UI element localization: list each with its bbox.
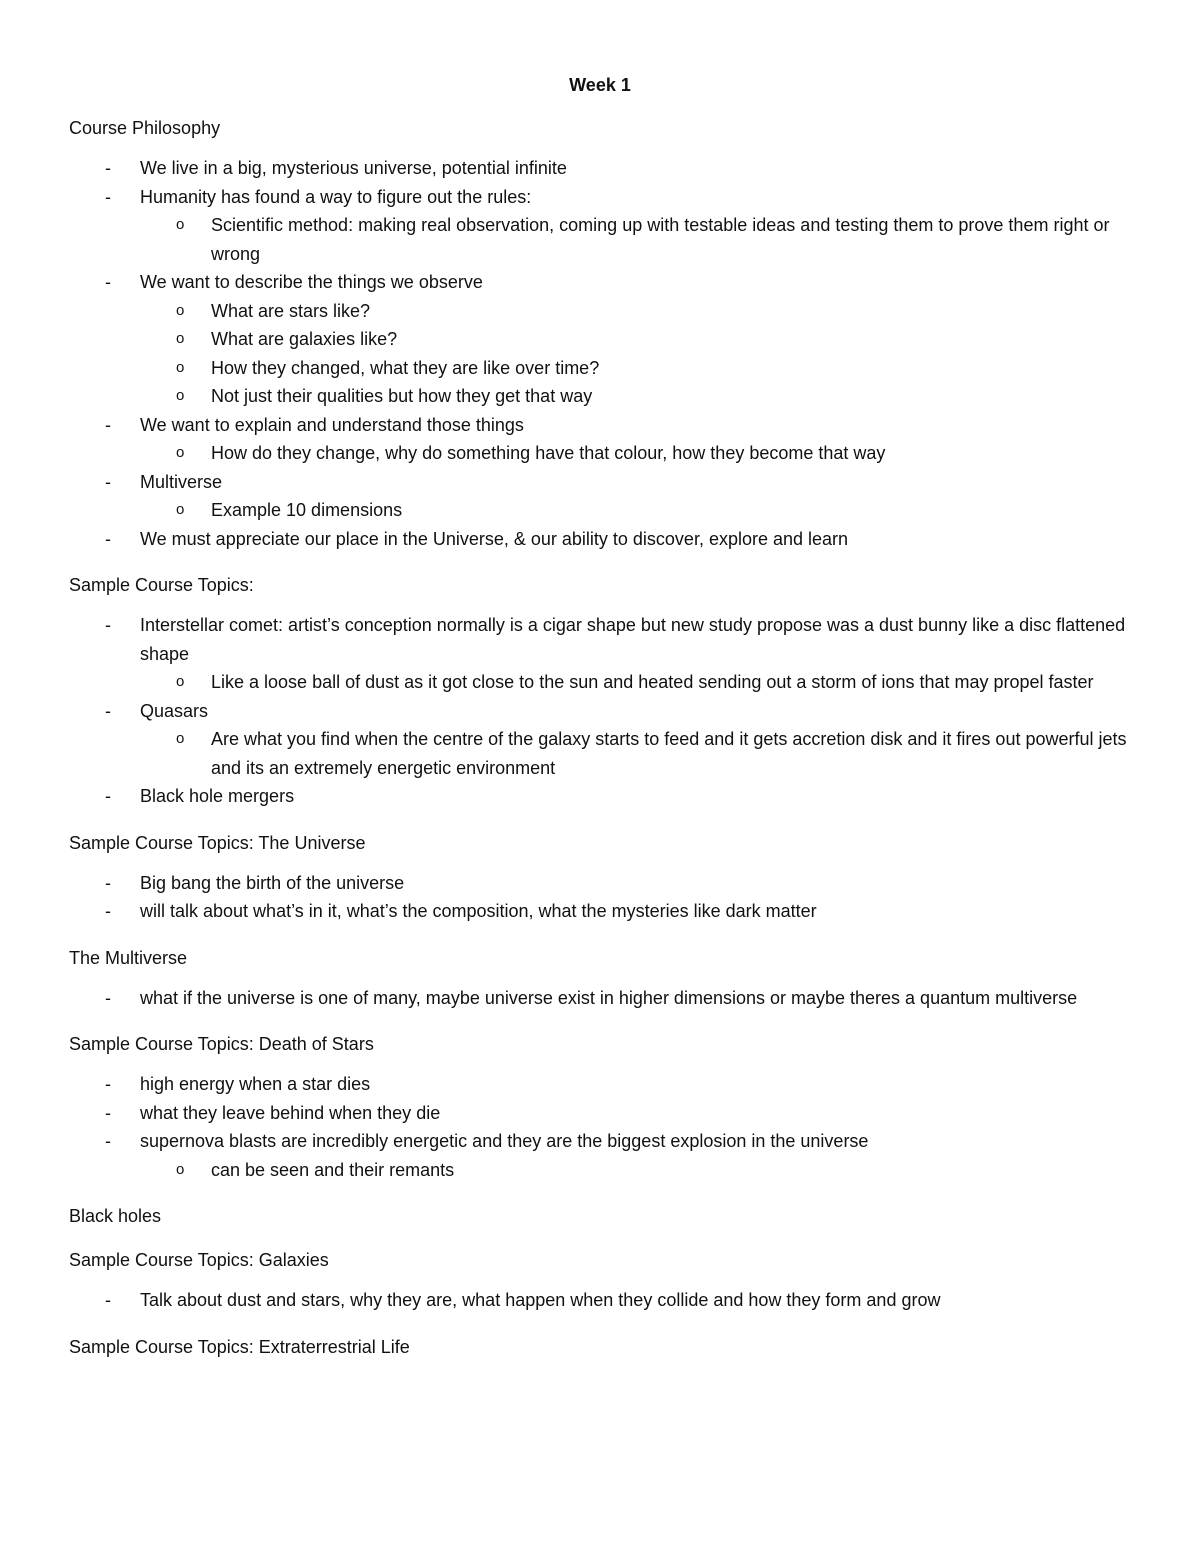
sub-list-item-text: Not just their qualities but how they get that way (211, 386, 593, 406)
list-item (69, 1127, 1144, 1184)
circle-bullet-icon: o (176, 301, 185, 319)
document-body (69, 116, 1144, 1379)
section-heading: Sample Course Topics: (69, 575, 254, 595)
dash-bullet-icon: - (105, 987, 111, 1008)
circle-bullet-icon: o (176, 216, 185, 233)
list-item (69, 1070, 1144, 1099)
dash-bullet-icon: - (105, 158, 111, 178)
list-item (69, 611, 1144, 697)
dash-bullet-icon: - (105, 786, 111, 806)
sub-list-item (140, 382, 1144, 411)
circle-bullet-icon: o (176, 444, 185, 461)
list-item-text: We want to explain and understand those things (140, 414, 524, 435)
sub-list-item (140, 1156, 1144, 1185)
section-heading: Course Philosophy (69, 118, 221, 138)
sub-bullet-list (140, 725, 1144, 782)
list-item (69, 984, 1144, 1013)
sub-list-item (140, 725, 1144, 782)
sub-list-item (140, 354, 1144, 383)
sub-list-item-text: Like a loose ball of dust as it got close to the sun and heated sending out a storm of ions that may propel faster (211, 672, 1094, 692)
circle-bullet-icon: o (176, 673, 185, 690)
list-item-text: what they leave behind when they die (140, 1102, 441, 1123)
list-item (69, 154, 1144, 183)
bullet-list (69, 1286, 1144, 1315)
sub-bullet-list (140, 496, 1144, 525)
document-title: Week 1 (569, 75, 631, 95)
sub-list-item-text: What are galaxies like? (211, 329, 398, 349)
circle-bullet-icon: o (176, 730, 185, 747)
list-item-text: Black hole mergers (140, 786, 295, 806)
list-item-text: Talk about dust and stars, why they are, what happen when they collide and how they form and grow (140, 1290, 941, 1310)
list-item-text: will talk about what’s in it, what’s the composition, what the mysteries like dark matter (140, 901, 817, 921)
dash-bullet-icon: - (105, 1131, 111, 1151)
list-item-text: high energy when a star dies (140, 1074, 371, 1094)
list-item-text: We live in a big, mysterious universe, potential infinite (140, 158, 567, 178)
sub-list-item-text: Are what you find when the centre of the galaxy starts to feed and it gets accretion disk and it fires out powerful jets and its an extremely energetic environment (211, 729, 1127, 778)
list-item-text: Big bang the birth of the universe (140, 872, 405, 893)
circle-bullet-icon: o (176, 330, 185, 347)
list-item-text: Multiverse (140, 471, 223, 492)
list-item (69, 268, 1144, 411)
sub-list-item (140, 496, 1144, 525)
sub-bullet-list (140, 668, 1144, 697)
sub-list-item-text: can be seen and their remants (211, 1159, 455, 1180)
dash-bullet-icon: - (105, 615, 111, 635)
sub-list-item (140, 439, 1144, 468)
section-heading: Black holes (69, 1206, 162, 1226)
list-item (69, 411, 1144, 468)
section-heading: Sample Course Topics: Galaxies (69, 1250, 329, 1270)
dash-bullet-icon: - (105, 528, 111, 549)
section-spacer (69, 1359, 1144, 1379)
list-item-text: We must appreciate our place in the Universe, & our ability to discover, explore and learn (140, 528, 849, 549)
sub-list-item-text: How do they change, why do something have that colour, how they become that way (211, 443, 886, 463)
list-item-text: Interstellar comet: artist’s conception normally is a cigar shape but new study propose was a dust bunny like a disc flattened shape (140, 615, 1126, 664)
sub-list-item-text: How they changed, what they are like over time? (211, 357, 600, 378)
dash-bullet-icon: - (105, 901, 111, 921)
circle-bullet-icon: o (176, 1160, 185, 1178)
sub-bullet-list (140, 297, 1144, 411)
sub-list-item (140, 211, 1144, 268)
list-item-text: what if the universe is one of many, maybe universe exist in higher dimensions or maybe theres a quantum multiverse (140, 987, 1078, 1008)
list-item (69, 1286, 1144, 1315)
section-heading: Sample Course Topics: Death of Stars (69, 1034, 374, 1054)
circle-bullet-icon: o (176, 387, 185, 404)
bullet-list (69, 154, 1144, 553)
list-item (69, 869, 1144, 898)
dash-bullet-icon: - (105, 272, 111, 292)
list-item (69, 897, 1144, 926)
section-spacer (69, 1228, 1144, 1248)
circle-bullet-icon: o (176, 358, 185, 376)
dash-bullet-icon: - (105, 186, 111, 207)
section-heading: The Multiverse (69, 947, 188, 968)
dash-bullet-icon: - (105, 414, 111, 435)
dash-bullet-icon: - (105, 1290, 111, 1310)
bullet-list (69, 984, 1144, 1013)
dash-bullet-icon: - (105, 1074, 111, 1094)
sub-bullet-list (140, 1156, 1144, 1185)
list-item-text: Quasars (140, 700, 209, 721)
sub-list-item (140, 668, 1144, 697)
bullet-list (69, 611, 1144, 811)
list-item-text: We want to describe the things we observe (140, 272, 483, 292)
list-item (69, 697, 1144, 783)
dash-bullet-icon: - (105, 872, 111, 893)
sub-list-item (140, 297, 1144, 326)
section-heading: Sample Course Topics: Extraterrestrial Life (69, 1336, 410, 1357)
sub-list-item-text: What are stars like? (211, 300, 371, 321)
section-heading: Sample Course Topics: The Universe (69, 832, 366, 853)
list-item-text: supernova blasts are incredibly energetic and they are the biggest explosion in the universe (140, 1131, 869, 1151)
bullet-list (69, 869, 1144, 926)
bullet-list (69, 1070, 1144, 1184)
dash-bullet-icon: - (105, 700, 111, 721)
sub-list-item-text: Example 10 dimensions (211, 500, 403, 520)
sub-list-item-text: Scientific method: making real observation, coming up with testable ideas and testing them to prove them right or wrong (211, 215, 1110, 264)
dash-bullet-icon: - (105, 1102, 111, 1123)
dash-bullet-icon: - (105, 471, 111, 492)
sub-bullet-list (140, 211, 1144, 268)
list-item (69, 183, 1144, 269)
list-item (69, 468, 1144, 525)
list-item (69, 1099, 1144, 1128)
sub-bullet-list (140, 439, 1144, 468)
list-item (69, 525, 1144, 554)
sub-list-item (140, 325, 1144, 354)
list-item (69, 782, 1144, 811)
circle-bullet-icon: o (176, 501, 185, 518)
list-item-text: Humanity has found a way to figure out the rules: (140, 186, 532, 207)
